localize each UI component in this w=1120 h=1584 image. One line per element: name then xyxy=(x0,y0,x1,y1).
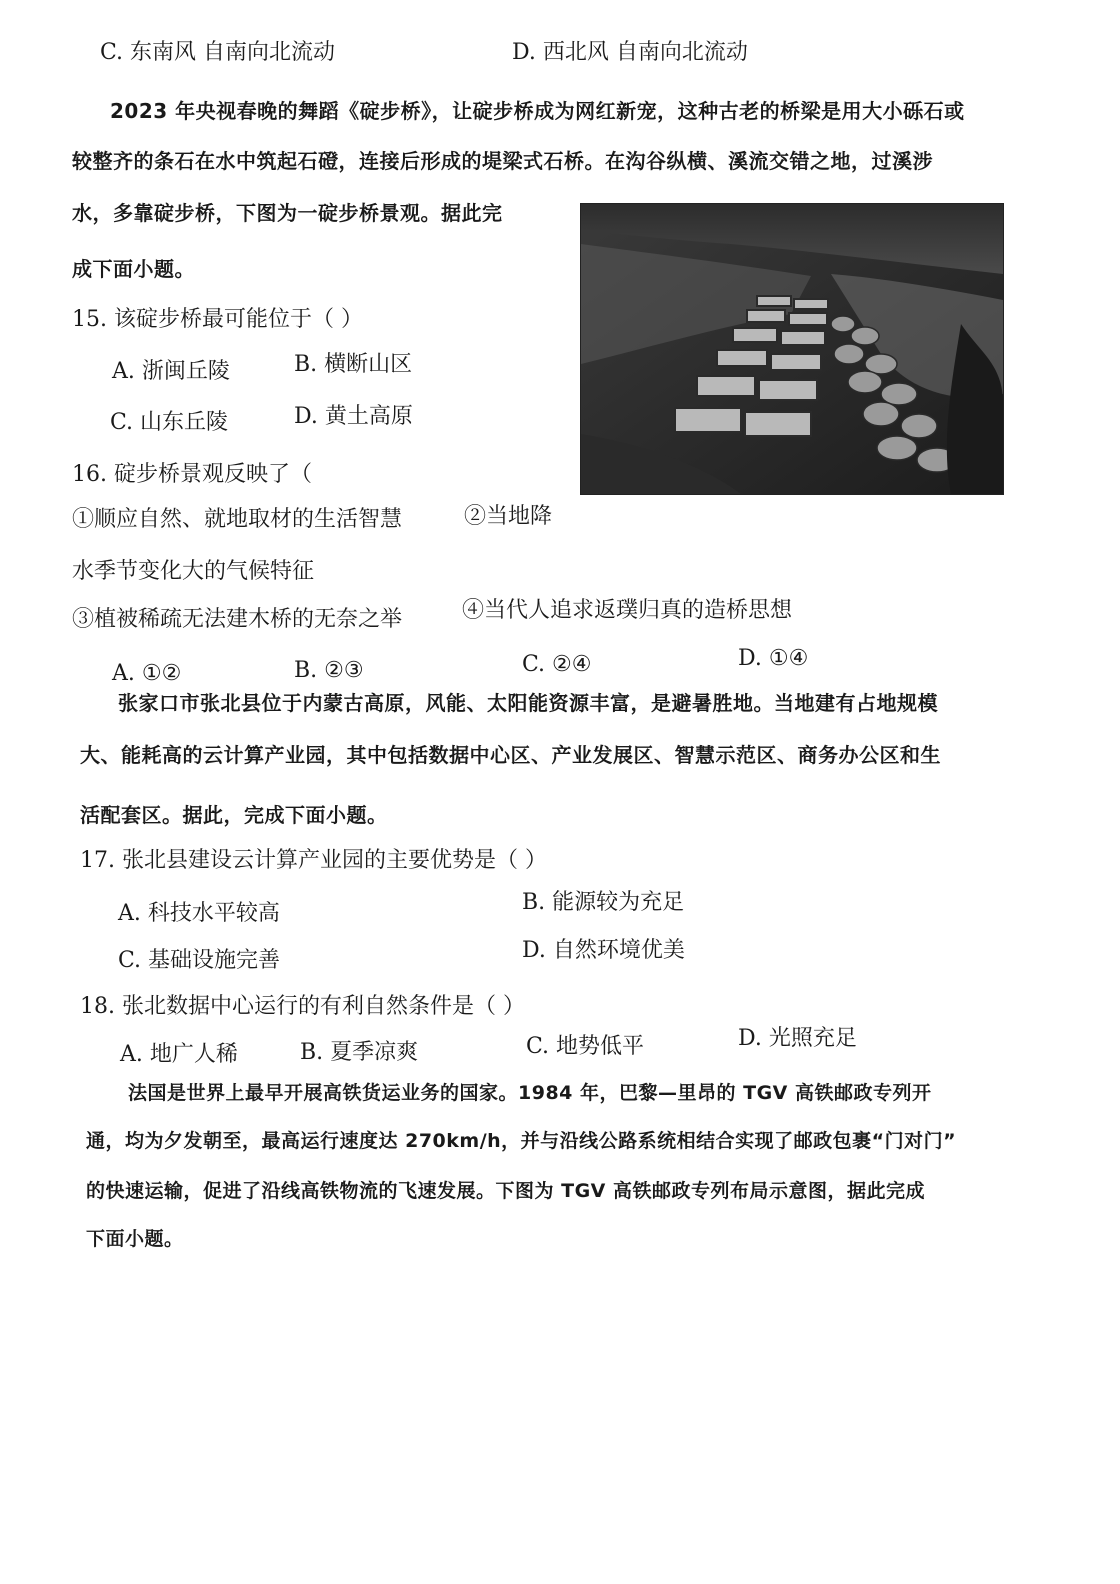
q15-option-d[interactable]: D. 黄土高原 xyxy=(294,404,413,429)
passage3-line3: 的快速运输，促进了沿线高铁物流的飞速发展。下图为 TGV 高铁邮政专列布局示意图，据此完成 xyxy=(86,1180,925,1202)
passage3-line1: 法国是世界上最早开展高铁货运业务的国家。1984 年，巴黎—里昂的 TGV 高铁邮政专列开 xyxy=(128,1082,932,1104)
passage2-line2: 大、能耗高的云计算产业园，其中包括数据中心区、产业发展区、智慧示范区、商务办公区和生 xyxy=(80,743,941,767)
q18-stem: 18. 张北数据中心运行的有利自然条件是（ ） xyxy=(80,994,525,1019)
q15-option-a[interactable]: A. 浙闽丘陵 xyxy=(112,359,230,384)
q17-option-c[interactable]: C. 基础设施完善 xyxy=(118,948,281,973)
passage1-line4: 成下面小题。 xyxy=(72,257,195,281)
q16-statement-1: ①顺应自然、就地取材的生活智慧 xyxy=(72,507,403,532)
q17-option-b[interactable]: B. 能源较为充足 xyxy=(522,890,685,915)
q15-option-b[interactable]: B. 横断山区 xyxy=(294,352,413,377)
q16-statement-3: ③植被稀疏无法建木桥的无奈之举 xyxy=(72,607,403,632)
q17-option-a[interactable]: A. 科技水平较高 xyxy=(118,901,280,926)
passage2-line3: 活配套区。据此，完成下面小题。 xyxy=(80,803,388,827)
q18-option-c[interactable]: C. 地势低平 xyxy=(526,1034,645,1059)
q18-option-b[interactable]: B. 夏季凉爽 xyxy=(300,1040,419,1065)
q14-option-c: C. 东南风 自南向北流动 xyxy=(100,40,336,65)
q16-option-d[interactable]: D. ①④ xyxy=(738,646,809,671)
q16-statement-2-end: 水季节变化大的气候特征 xyxy=(72,559,315,584)
q16-option-b[interactable]: B. ②③ xyxy=(294,658,364,683)
passage2-line1: 张家口市张北县位于内蒙古高原，风能、太阳能资源丰富，是避暑胜地。当地建有占地规模 xyxy=(118,691,938,715)
q15-option-c[interactable]: C. 山东丘陵 xyxy=(110,410,229,435)
q18-option-a[interactable]: A. 地广人稀 xyxy=(120,1042,238,1067)
q17-stem: 17. 张北县建设云计算产业园的主要优势是（ ） xyxy=(80,848,547,873)
q14-option-d: D. 西北风 自南向北流动 xyxy=(512,40,748,65)
passage3-line2: 通，均为夕发朝至，最高运行速度达 270km/h，并与沿线公路系统相结合实现了邮政包裹“门对门” xyxy=(86,1130,957,1152)
q16-statement-2-start: ②当地降 xyxy=(464,504,553,529)
passage1-line2: 较整齐的条石在水中筑起石磴，连接后形成的堤梁式石桥。在沟谷纵横、溪流交错之地，过溪涉 xyxy=(72,149,933,173)
passage1-line1: 2023 年央视春晚的舞蹈《碇步桥》，让碇步桥成为网红新宠，这种古老的桥梁是用大小砾石或 xyxy=(110,99,965,123)
q16-option-a[interactable]: A. ①② xyxy=(112,661,182,686)
q16-option-c[interactable]: C. ②④ xyxy=(522,652,592,677)
q15-stem: 15. 该碇步桥最可能位于（ ） xyxy=(72,307,363,332)
passage1-line3: 水，多靠碇步桥，下图为一碇步桥景观。据此完 xyxy=(72,201,503,225)
q18-option-d[interactable]: D. 光照充足 xyxy=(738,1026,857,1051)
q17-option-d[interactable]: D. 自然环境优美 xyxy=(522,938,685,963)
passage3-line4: 下面小题。 xyxy=(86,1228,184,1250)
stepping-stone-bridge-photo xyxy=(580,203,1004,495)
q16-statement-4: ④当代人追求返璞归真的造桥思想 xyxy=(462,598,793,623)
q16-stem: 16. 碇步桥景观反映了（ xyxy=(72,462,312,487)
